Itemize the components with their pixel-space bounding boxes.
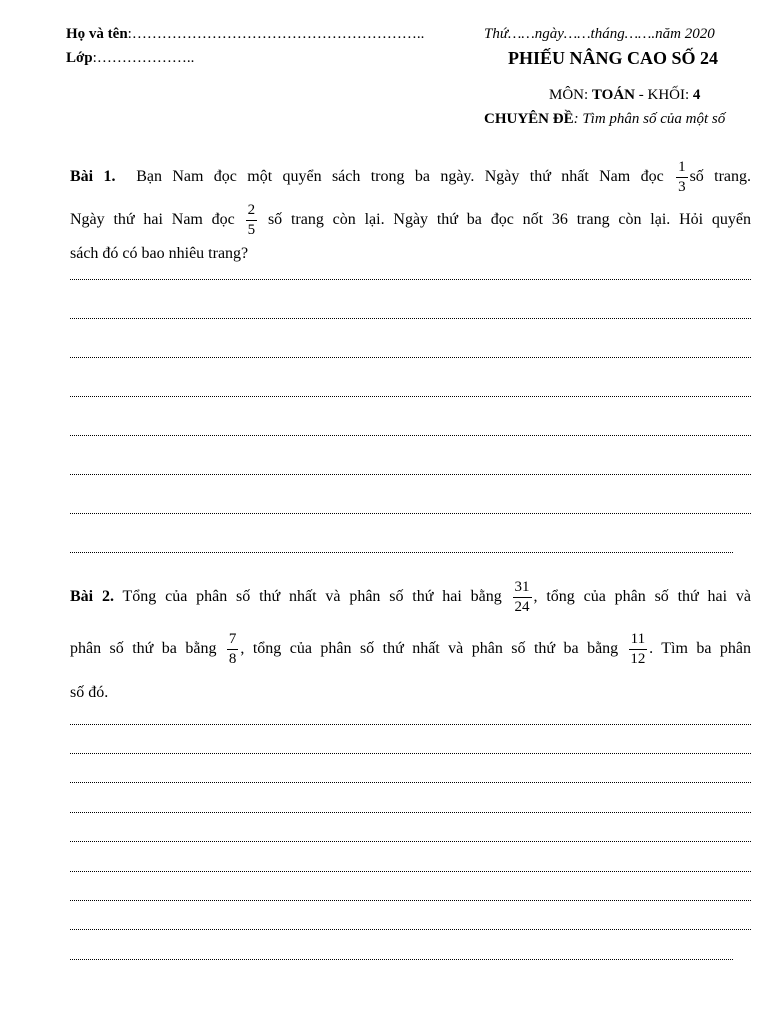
grade-value: 4 [692, 87, 701, 103]
answer-line [70, 782, 751, 783]
student-name-label: Họ và tên [66, 26, 128, 42]
problem1-line1 [70, 160, 751, 195]
answer-line [70, 396, 751, 397]
fraction-11-12 [629, 632, 647, 667]
fraction-2-5 [246, 203, 258, 238]
problem1-text-a: Bạn Nam đọc một quyển sách trong ba ngày. Ngày thứ nhất Nam đọc [136, 168, 664, 186]
answer-line [70, 435, 751, 436]
fraction-numerator: 2 [246, 203, 258, 221]
answer-line [70, 900, 751, 901]
problem1-line2 [70, 203, 751, 238]
problem2-text-c: phân số thứ ba bằng [70, 640, 217, 658]
topic-label: CHUYÊN ĐỀ [484, 111, 574, 127]
answer-line [70, 929, 751, 930]
fraction-denominator: 3 [678, 179, 686, 195]
fraction-7-8 [227, 632, 239, 667]
sheet-title: PHIẾU NÂNG CAO SỐ 24 [508, 48, 719, 68]
fraction-denominator: 24 [514, 599, 530, 615]
problem2-text-b: , tổng của phân số thứ hai và [533, 588, 752, 606]
grade-prefix: - KHỐI: [635, 87, 693, 103]
problem2-text-e: . Tìm ba phân [649, 640, 752, 658]
class-blank: :……………….. [92, 50, 195, 66]
subject-line [549, 87, 700, 104]
fraction-denominator: 5 [247, 222, 256, 238]
class-line [66, 50, 194, 67]
subject-prefix: MÔN: [549, 87, 592, 103]
student-name-line [66, 26, 424, 43]
answer-line [70, 724, 751, 725]
fraction-31-24 [513, 580, 532, 615]
problem1-label: Bài 1. [70, 168, 116, 186]
problem1-text-b: số trang. [689, 168, 752, 186]
answer-line [70, 474, 751, 475]
fraction-numerator: 1 [676, 160, 688, 178]
answer-line [70, 279, 751, 280]
problem2-line2 [70, 632, 751, 667]
problem2-line3: số đó. [70, 684, 109, 701]
answer-line [70, 753, 751, 754]
answer-line [70, 357, 751, 358]
problem2-label: Bài 2. [70, 588, 114, 606]
date-line: Thứ……ngày……tháng…….năm 2020 [484, 26, 715, 42]
answer-line [70, 318, 751, 319]
answer-line [70, 841, 751, 842]
topic-value: : Tìm phân số của một số [573, 111, 726, 127]
subject-value: TOÁN [591, 87, 635, 103]
fraction-numerator: 31 [513, 580, 532, 598]
fraction-denominator: 8 [228, 651, 237, 667]
problem1-text-c: Ngày thứ hai Nam đọc [70, 211, 235, 229]
fraction-numerator: 11 [629, 632, 647, 650]
problem2-line1 [70, 580, 751, 615]
problem2-text-a: Tổng của phân số thứ nhất và phân số thứ hai bằng [122, 588, 502, 606]
answer-line [70, 959, 733, 960]
topic-line [484, 111, 725, 128]
fraction-numerator: 7 [227, 632, 239, 650]
problem1-text-d: số trang còn lại. Ngày thứ ba đọc nốt 36 trang còn lại. Hỏi quyển [267, 211, 752, 229]
fraction-denominator: 12 [630, 651, 646, 667]
answer-line [70, 871, 751, 872]
problem1-line3: sách đó có bao nhiêu trang? [70, 245, 249, 262]
problem2-text-d: , tổng của phân số thứ nhất và phân số thứ ba bằng [240, 640, 619, 658]
answer-line [70, 513, 751, 514]
answer-line [70, 552, 733, 553]
fraction-1-3 [676, 160, 688, 195]
answer-line [70, 812, 751, 813]
class-label: Lớp [66, 50, 93, 66]
student-name-blank: :………………………………………………….. [127, 26, 425, 42]
